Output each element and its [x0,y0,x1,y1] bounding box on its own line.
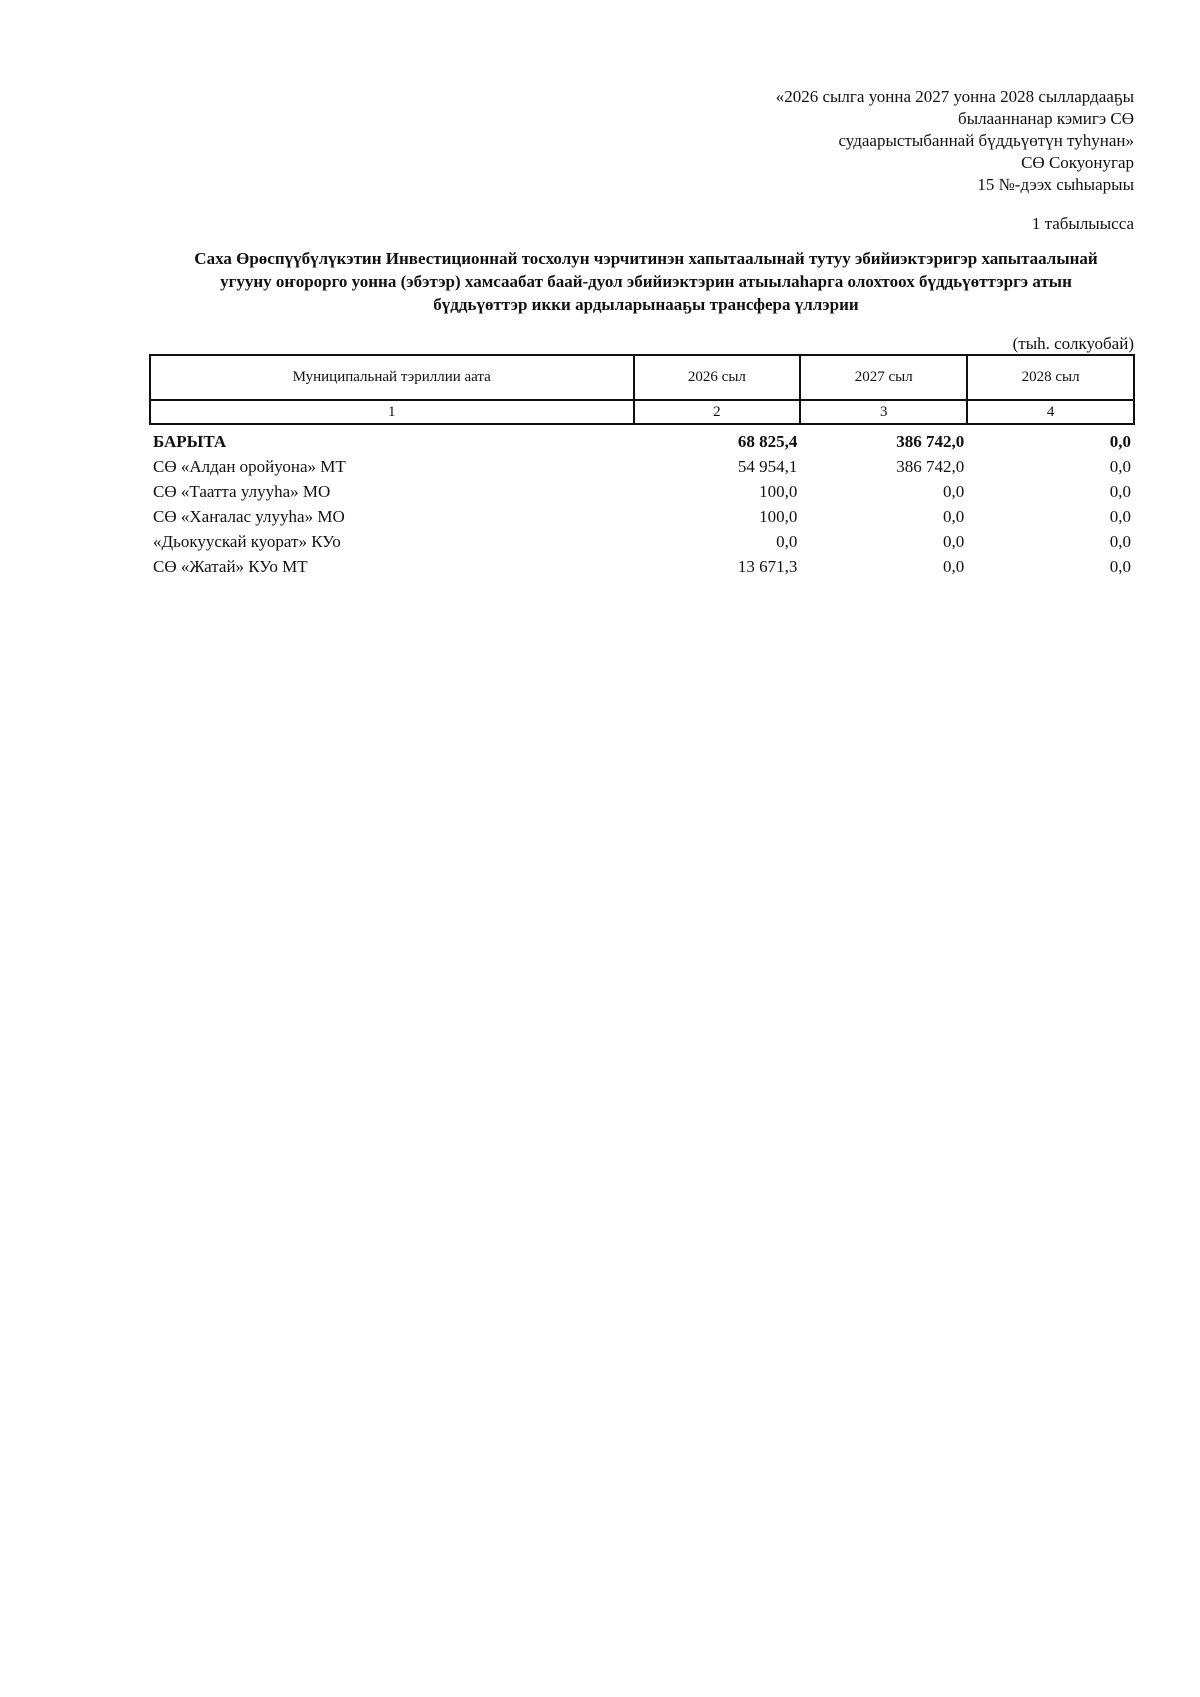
header-2028: 2028 сыл [967,355,1134,400]
value-2028: 0,0 [1109,456,1131,476]
header-line: 15 №-дээх сыһыарыы [977,175,1134,194]
table-row [150,554,1134,579]
value-2027: 0,0 [942,481,965,501]
column-number: 3 [800,400,967,424]
table-row [150,454,1134,479]
value-2028: 0,0 [1109,506,1131,526]
header-2026: 2026 сыл [634,355,801,400]
transfer-table [149,354,1135,579]
total-2026: 68 825,4 [737,431,798,451]
header-line: СӨ Сокуонугар [1021,153,1134,172]
table-row [150,479,1134,504]
value-2028: 0,0 [1109,531,1131,551]
table-row [150,529,1134,554]
value-2026: 13 671,3 [737,556,798,576]
municipality-name: СӨ «Алдан оройуона» МТ [153,456,346,476]
municipality-name: СӨ «Таатта улууһа» МО [153,481,331,501]
value-2026: 54 954,1 [737,456,798,476]
header-line: былааннанар кэмигэ СӨ [958,109,1134,128]
value-2026: 0,0 [776,531,798,551]
title-line: угууну оҥорорго уонна (эбэтэр) хамсаабат баай-дуол эбийиэктэрин атыылаһарга олохтоох бүддьүөттэргэ атын [220,272,1072,291]
value-2026: 100,0 [759,506,798,526]
table-header-row [150,355,1134,400]
document-title [150,247,1142,316]
header-line: «2026 сылга уонна 2027 уонна 2028 сыллардааҕы [775,87,1134,106]
header-municipality: Муниципальнай тэриллии аата [150,355,634,400]
units-label: (тыһ. солкуобай) [1012,334,1134,353]
value-2027: 0,0 [942,531,965,551]
value-2028: 0,0 [1109,556,1131,576]
title-line: Саха Өрөспүүбүлүкэтин Инвестиционнай тосхолун чэрчитинэн хапытаалынай тутуу эбийиэктэригэр хапытаалынай [194,249,1098,268]
value-2027: 386 742,0 [896,456,965,476]
column-number-row [150,400,1134,424]
total-label: БАРЫТА [153,431,227,451]
column-number: 4 [967,400,1134,424]
value-2027: 0,0 [942,556,965,576]
value-2028: 0,0 [1109,481,1131,501]
municipality-name: СӨ «Хаҥалас улууһа» МО [153,506,345,526]
total-2027: 386 742,0 [896,431,965,451]
total-2028: 0,0 [1109,431,1131,451]
title-line: бүддьүөттэр икки ардыларынааҕы трансфера үллэрии [433,295,859,314]
annex-label: 1 табылыысса [1031,214,1134,233]
column-number: 1 [150,400,634,424]
header-2027: 2027 сыл [800,355,967,400]
total-row [150,424,1134,454]
table-row [150,504,1134,529]
value-2027: 0,0 [942,506,965,526]
header-line: судаарыстыбаннай бүддьүөтүн туһунан» [838,131,1134,150]
municipality-name: СӨ «Жатай» КУо МТ [153,556,308,576]
document-header [634,86,1134,196]
column-number: 2 [634,400,801,424]
value-2026: 100,0 [759,481,798,501]
municipality-name: «Дьокуускай куорат» КУо [153,531,341,551]
